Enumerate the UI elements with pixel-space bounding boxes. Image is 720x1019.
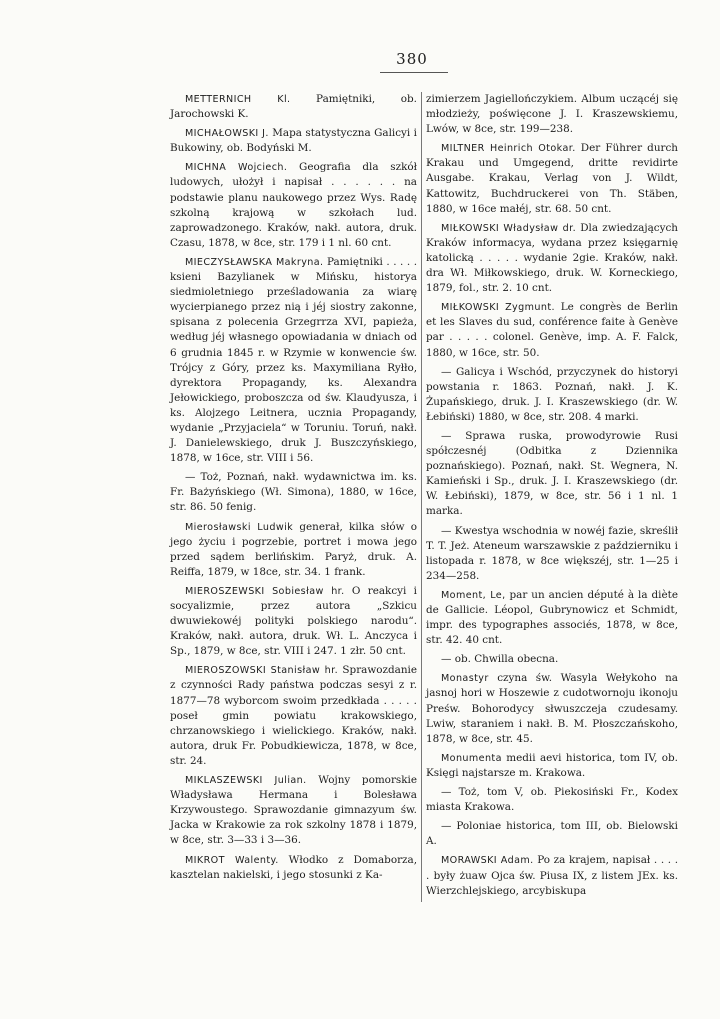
entry-text: Dla zwiedzających Kraków informacya, wydana przez księgarnię katolicką . . . . . wydanie 2gie. Kraków, nakł. dra Wł. Miłkowskiego, druk. W. Korneckiego, 1879, fol., str. 2. 10 cnt. — [426, 221, 678, 295]
entry-text: Włodko z Domaborza, kasztelan nakielski, i jego stosunki z Ka- — [170, 853, 418, 881]
column-divider — [421, 92, 422, 902]
bibliography-entry — [426, 588, 678, 648]
entry-heading: MILTNER Heinrich Otokar. — [441, 143, 576, 155]
entry-text: — Galicya i Wschód, przyczynek do historyi powstania r. 1863. Poznań, nakł. J. K. Żupańskiego, druk. J. I. Kraszewskiego (dr. W. Łebiński) 1880, w 8ce, str. 208. 4 marki. — [426, 365, 678, 423]
bibliography-entry — [170, 126, 417, 156]
entry-heading: Monumenta — [441, 752, 502, 764]
bibliography-entry — [426, 300, 678, 360]
entry-heading: MIKLASZEWSKI Julian. — [185, 775, 307, 787]
left-column — [170, 92, 417, 887]
bibliography-entry — [170, 92, 417, 122]
entry-text: medii aevi historica, tom IV, ob. Księgi najstarsze m. Krakowa. — [426, 751, 678, 779]
entry-text: Geografia dla szkół ludowych, ułożył i napisał . . . . . . na podstawie planu naukowego przez Wys. Radę szkolną krajową w szkołach lud. zaprowadzonego. Kraków, nakł. autora, druk. Czasu, 1878, w 8ce, str. 179 i 1 nl. 60 cnt. — [170, 161, 417, 249]
bibliography-entry — [170, 255, 417, 466]
entry-text: Pamiętniki . . . . . ksieni Bazylianek w Mińsku, historya siedmioletniego prześladowania za wiarę wycierpianego przez nią i jéj siostry zakonne, spisana z polecenia Grzegrrza XVI, papieża, według jéj własnego opowiadania w dniach od 6 grudnia 1845 r. w Rzymie w konwencie św. Trójcy z Góry, przez ks. Maxymiliana Ryłło, dyrektora Propagandy, ks. Alexandra Jełowickiego, proboszcza od św. Klaudyusza, i ks. Alojzego Leitnera, ucznia Propagandy, wydanie „Przyjaciela“ w Toruniu. Toruń, nakł. J. Danielewskiego, druk J. Buszczyńskiego, 1878, w 16ce, str. VIII i 56. — [170, 255, 417, 465]
entry-text: Der Führer durch Krakau und Umgegend, dritte revidirte Ausgabe. Krakau, Verlag von J. Wildt, Kattowitz, Buchdruckerei von Th. Stäben, 1880, w 16ce małéj, str. 68. 50 cnt. — [426, 142, 679, 215]
bibliography-entry — [170, 520, 417, 580]
entry-text: Le congrès de Berlin et les Slaves du sud, conférence faite à Genève par . . . . . colonel. Genève, imp. A. F. Falck, 1880, w 16ce, str. 50. — [426, 301, 678, 359]
bibliography-entry — [170, 584, 417, 659]
entry-text: — Kwestya wschodnia w nowéj fazie, skreślił T. T. Jeż. Ateneum warszawskie z październiku i listopada r. 1878, w 8ce większéj, str. 1—25 i 234—258. — [426, 524, 678, 582]
entry-text: Mapa statystyczna Galicyi i Bukowiny, ob. Bodyński M. — [170, 127, 417, 155]
right-column — [426, 92, 678, 903]
entry-heading: Monastyr — [441, 673, 489, 685]
entry-heading: MORAWSKI Adam. — [441, 855, 534, 867]
entry-text: zimierzem Jagiellończykiem. Album uczącéj się młodzieży, poświęcone J. I. Kraszewskiemu, Lwów, w 8ce, str. 199—238. — [426, 93, 678, 136]
entry-text: Wojny pomorskie Władysława Hermana i Bolesława Krzywoustego. Sprawozdanie gimnazyum św. Jacka w Krakowie za rok szkolny 1878 i 1879, w 8ce, str. 3—33 i 3—36. — [170, 774, 418, 847]
entry-text: czyna św. Wasyla Wełykoho na jasnoj hori w Hoszewie z cudotwornoju ikonoju Preśw. Bohorodycy słwuszczeja czudesamy. Lwiw, staraniem i nakł. B. M. Płoszczańskoho, 1878, w 8ce, str. 45. — [426, 672, 678, 745]
bibliography-entry — [426, 92, 678, 137]
entry-text: par un ancien député à la diète de Gallicie. Léopol, Gubrynowicz et Schmidt, impr. des typographes associés, 1878, w 8ce, str. 42. 40 cnt. — [426, 588, 678, 647]
header-rule — [380, 72, 448, 73]
bibliography-entry — [426, 751, 678, 781]
bibliography-entry — [426, 365, 678, 425]
entry-text: — Toż, Poznań, nakł. wydawnictwa im. ks. Fr. Bażyńskiego (Wł. Simona), 1880, w 16ce, str. 86. 50 fenig. — [170, 471, 417, 514]
entry-text: — Poloniae historica, tom III, ob. Bielowski A. — [426, 820, 678, 848]
bibliography-entry — [426, 853, 678, 898]
bibliography-entry — [426, 785, 678, 815]
entry-heading: MICHNA Wojciech. — [185, 162, 288, 174]
entry-heading: MIEROSZOWSKI Stanisław hr. — [185, 665, 339, 677]
entry-heading: METTERNICH Kl. — [185, 94, 291, 105]
entry-text: — Sprawa ruska, prowodyrowie Rusi spółczesnéj (Odbitka z Dziennika poznańskiego). Poznań, nakł. St. Wegnera, N. Kamieński i Sp., druk. J. I. Kraszewskiego (dr. W. Łebiński), 1879, w 8ce, str. 56 i 1 nl. 1 marka. — [426, 429, 678, 518]
bibliography-entry — [426, 141, 678, 216]
bibliography-entry — [170, 470, 417, 515]
entry-text: generał, kilka słów o jego życiu i pogrzebie, portret i mowa jego przed sądem berlińskim. Paryż, druk. A. Reiffa, 1879, w 18ce, str. 34. 1 frank. — [170, 520, 417, 578]
entry-text: Sprawozdanie z czynności Rady państwa podczas sesyi z r. 1877—78 wyborcom swoim przedkłada . . . . . poseł gmin powiatu krakowskiego, chrzanowskiego i wielickiego. Kraków, nakł. autora, druk Fr. Pobudkiewicza, 1878, w 8ce, str. 24. — [170, 664, 417, 767]
entry-heading: Moment, Le, — [441, 589, 506, 601]
entry-heading: MICHAŁOWSKI J. — [185, 128, 269, 140]
entry-text: — Toż, tom V, ob. Piekosiński Fr., Kodex miasta Krakowa. — [426, 786, 678, 814]
bibliography-entry — [426, 524, 678, 584]
entry-heading: MIŁKOWSKI Władysław dr. — [441, 222, 577, 234]
entry-text: O reakcyi i socyalizmie, przez autora „Szkicu dwuwiekowéj polityki polskiego narodu“. Kraków, nakł. autora, druk. Wł. L. Anczyca i Sp., 1879, w 8ce, str. VIII i 247. 1 złr. 50 cnt. — [170, 584, 417, 658]
entry-text: — ob. Chwilla obecna. — [441, 653, 559, 666]
entry-heading: Mierosławski Ludwik — [185, 521, 294, 533]
bibliography-entry — [170, 773, 417, 848]
bibliography-entry — [426, 221, 678, 296]
bibliography-entry — [426, 652, 678, 667]
bibliography-entry — [426, 671, 678, 746]
entry-heading: MIŁKOWSKI Zygmunt. — [441, 302, 555, 314]
entry-heading: MIKROT Walenty. — [185, 854, 279, 866]
entry-text: Po za krajem, napisał . . . . . były żuaw Ojca św. Piusa IX, z listem JEx. ks. Wierzchlejskiego, arcybiskupa — [426, 854, 679, 897]
entry-heading: MIECZYSŁAWSKA Makryna. — [185, 256, 324, 268]
bibliography-entry — [170, 160, 417, 251]
bibliography-entry — [426, 819, 678, 849]
page-number: 380 — [396, 50, 428, 68]
bibliography-entry — [426, 429, 678, 520]
bibliography-entry — [170, 853, 417, 883]
entry-heading: MIEROSZEWSKI Sobiesław hr. — [185, 585, 345, 597]
bibliography-entry — [170, 663, 417, 769]
entry-text: Pamiętniki, ob. Jarochowski K. — [170, 93, 417, 121]
